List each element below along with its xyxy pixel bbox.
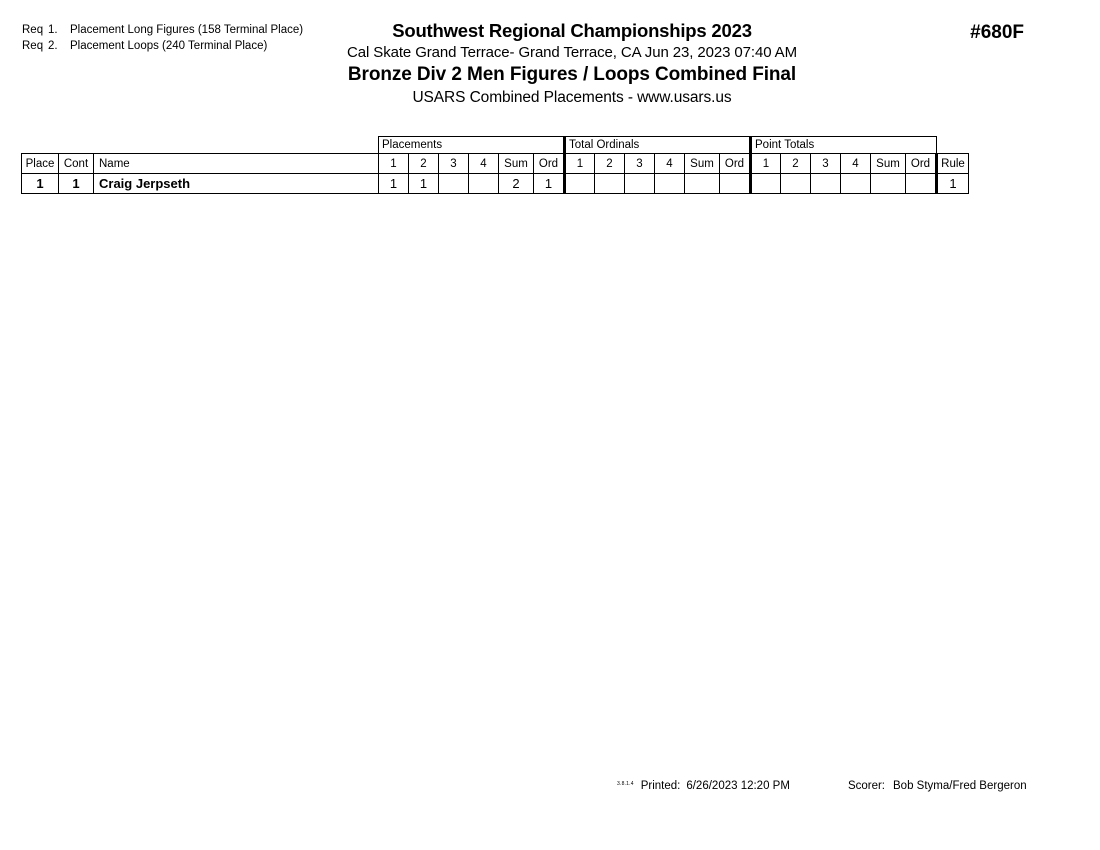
cell-ordinals-j2 <box>595 174 625 194</box>
cell-points-j1 <box>751 174 781 194</box>
column-header-ordinals-j2: 2 <box>595 154 625 174</box>
column-header-points-j2: 2 <box>781 154 811 174</box>
cell-ordinals-j3 <box>625 174 655 194</box>
version-label: 3.8.1.4 <box>617 781 634 787</box>
requirement-number: 2. <box>48 40 58 52</box>
requirement-text: Placement Long Figures (158 Terminal Place) <box>70 24 304 36</box>
results-table <box>21 136 969 194</box>
cell-points-j4 <box>841 174 871 194</box>
cell-placements-ord: 1 <box>534 174 565 194</box>
printed-label: Printed: <box>640 780 681 792</box>
column-header-placements-sum: Sum <box>499 154 534 174</box>
cell-name: Craig Jerpseth <box>94 174 379 194</box>
cell-placements-sum: 2 <box>499 174 534 194</box>
group-header-rule-spacer <box>937 137 969 154</box>
column-header-cont: Cont <box>59 154 94 174</box>
column-header-placements-j1: 1 <box>379 154 409 174</box>
column-header-placements-j3: 3 <box>439 154 469 174</box>
cell-cont: 1 <box>59 174 94 194</box>
column-header-name: Name <box>94 154 379 174</box>
column-header-placements-j2: 2 <box>409 154 439 174</box>
column-header-ordinals-ord: Ord <box>720 154 751 174</box>
competition-title: Southwest Regional Championships 2023 <box>392 20 752 41</box>
column-header-points-j4: 4 <box>841 154 871 174</box>
cell-ordinals-sum <box>685 174 720 194</box>
column-header-ordinals-j1: 1 <box>565 154 595 174</box>
table-row <box>22 174 969 194</box>
column-header-ordinals-j3: 3 <box>625 154 655 174</box>
cell-ordinals-j1 <box>565 174 595 194</box>
column-header-points-j3: 3 <box>811 154 841 174</box>
footer <box>617 780 1027 792</box>
group-header-placements: Placements <box>379 137 565 154</box>
venue-and-datetime: Cal Skate Grand Terrace- Grand Terrace, CA Jun 23, 2023 07:40 AM <box>347 44 797 61</box>
cell-points-ord <box>906 174 937 194</box>
requirement-text: Placement Loops (240 Terminal Place) <box>70 40 268 52</box>
cell-placements-j1: 1 <box>379 174 409 194</box>
table-column-header-row <box>22 154 969 174</box>
subtitle: USARS Combined Placements - www.usars.us <box>412 89 732 106</box>
cell-placements-j3 <box>439 174 469 194</box>
column-header-points-ord: Ord <box>906 154 937 174</box>
cell-points-j3 <box>811 174 841 194</box>
event-number: #680F <box>970 22 1024 43</box>
cell-points-j2 <box>781 174 811 194</box>
cell-ordinals-j4 <box>655 174 685 194</box>
table-group-header-row <box>22 137 969 154</box>
column-header-placements-j4: 4 <box>469 154 499 174</box>
column-header-points-j1: 1 <box>751 154 781 174</box>
column-header-place: Place <box>22 154 59 174</box>
column-header-placements-ord: Ord <box>534 154 565 174</box>
cell-place: 1 <box>22 174 59 194</box>
division-title: Bronze Div 2 Men Figures / Loops Combined Final <box>347 64 797 85</box>
column-header-rule: Rule <box>937 154 969 174</box>
requirement-label: Req <box>22 40 44 52</box>
group-header-total-ordinals: Total Ordinals <box>565 137 751 154</box>
header-block <box>0 20 1100 109</box>
cell-placements-j4 <box>469 174 499 194</box>
column-header-ordinals-sum: Sum <box>685 154 720 174</box>
column-header-points-sum: Sum <box>871 154 906 174</box>
cell-placements-j2: 1 <box>409 174 439 194</box>
scorer-names: Bob Styma/Fred Bergeron <box>893 780 1027 792</box>
column-header-ordinals-j4: 4 <box>655 154 685 174</box>
cell-points-sum <box>871 174 906 194</box>
requirement-label: Req <box>22 24 44 36</box>
cell-rule: 1 <box>937 174 969 194</box>
group-header-point-totals: Point Totals <box>751 137 937 154</box>
cell-ordinals-ord <box>720 174 751 194</box>
requirement-number: 1. <box>48 24 58 36</box>
group-header-spacer <box>22 137 379 154</box>
scorer-label: Scorer: <box>847 780 886 792</box>
printed-timestamp: 6/26/2023 12:20 PM <box>686 780 790 792</box>
